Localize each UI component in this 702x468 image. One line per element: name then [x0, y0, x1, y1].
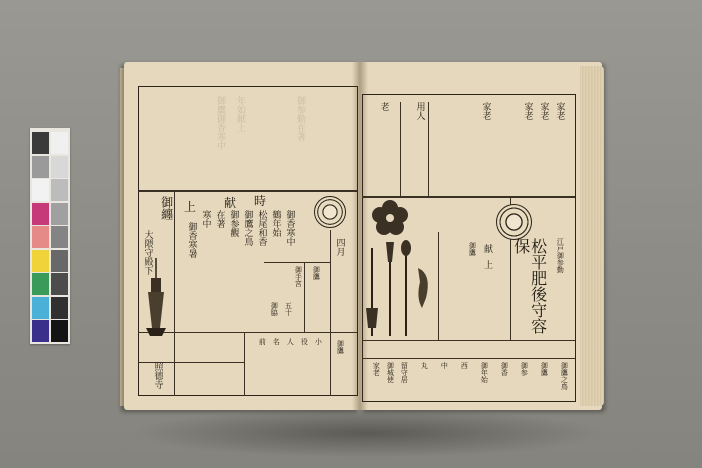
color-swatch — [32, 226, 49, 248]
left-edge-note: 御鷹 — [336, 340, 345, 354]
bottom-note-a: 留守居 — [400, 362, 409, 383]
side-text: 江戸御参勤 — [556, 238, 565, 273]
box-label-4: 御脇 — [270, 302, 279, 316]
left-column-7: 寒中 — [200, 210, 211, 228]
color-swatch — [32, 132, 49, 154]
book-gutter — [352, 62, 368, 410]
box-label-1: 御鷹 — [312, 266, 321, 280]
left-column-4: 御鷹之鳥 — [242, 210, 253, 246]
mid-label-3: 御鷹 — [468, 242, 477, 256]
header-char-1: 時 — [254, 194, 267, 208]
mid-label-2: 上 — [484, 261, 494, 271]
bottom-note-4: 名 — [272, 338, 281, 345]
left-column-1: 御香寒中 — [284, 210, 295, 246]
left-column-8: 御香寒暑 — [186, 222, 197, 258]
bottom-note-3: 人 — [286, 338, 295, 345]
left-family-crest-icon — [314, 196, 346, 228]
color-swatch — [51, 156, 68, 178]
upper-row-5: 用人 — [414, 102, 425, 120]
color-swatch — [32, 250, 49, 272]
color-swatch — [32, 320, 49, 342]
right-page-edges — [580, 66, 604, 406]
upper-row-2: 家老 — [538, 102, 549, 120]
bottom-note-1: 小 — [314, 338, 323, 345]
left-page: 御鷹御香寒中 年始献上 御参勤在著 御纏 大隈守殿下 時 献 上 御香寒中 鶴年始 松尾和香 御鷹之鳥 御参觀 在著 寒中 御香寒暑 四月 御鷹 御手宮 五十 御脇 小 役 人 名 前 照德寺 御鷹 — [124, 62, 360, 410]
color-swatch — [51, 179, 68, 201]
box-label-3: 五十 — [284, 302, 293, 316]
lower-column-7: 中 — [440, 362, 449, 369]
upper-row-4: 家老 — [480, 102, 491, 120]
box-label-2: 御手宮 — [294, 266, 303, 287]
mid-label-1: 献 — [484, 245, 494, 255]
left-column-3: 松尾和香 — [256, 210, 267, 246]
color-calibration-card — [30, 128, 70, 344]
color-swatch — [32, 297, 49, 319]
upper-row-1: 家老 — [554, 102, 565, 120]
color-swatch — [32, 203, 49, 225]
bottom-note-b: 御城使 — [386, 362, 395, 383]
lower-column-6: 西 — [460, 362, 469, 369]
color-swatch — [51, 250, 68, 272]
color-swatch — [51, 226, 68, 248]
lower-column-3: 御参 — [520, 362, 529, 376]
open-book — [124, 62, 602, 414]
color-swatch — [51, 203, 68, 225]
bottom-note-c: 家老 — [372, 362, 381, 376]
lower-column-5: 御年始 — [480, 362, 489, 383]
color-swatch — [51, 132, 68, 154]
left-side-caption: 大隈守殿下 — [142, 230, 153, 275]
lord-title: 松平肥後守容保 — [511, 238, 548, 334]
left-column-6: 在著 — [214, 210, 225, 228]
upper-row-6: 老 — [378, 102, 389, 111]
header-char-3: 上 — [184, 200, 197, 214]
left-footer-text: 照德寺 — [152, 362, 163, 389]
spears-icon — [362, 238, 438, 338]
lower-column-8: 丸 — [420, 362, 429, 369]
color-swatch — [51, 273, 68, 295]
bottom-note-2: 役 — [300, 338, 309, 345]
color-swatch — [51, 320, 68, 342]
left-column-9: 四月 — [334, 238, 345, 256]
lower-column-1: 御鷹之鳥 — [560, 362, 569, 390]
header-char-2: 献 — [224, 196, 237, 210]
flower-crest-icon — [370, 198, 410, 238]
left-title-vertical: 御纏 — [159, 196, 174, 220]
right-family-crest-icon — [496, 204, 532, 240]
color-swatch — [32, 273, 49, 295]
color-swatch — [32, 179, 49, 201]
bottom-note-5: 前 — [258, 338, 267, 345]
ornament-tassel-icon — [142, 258, 170, 338]
book-shadow — [132, 408, 602, 458]
left-column-5: 御参觀 — [228, 210, 239, 237]
color-swatch — [32, 156, 49, 178]
upper-row-3: 家老 — [522, 102, 533, 120]
lower-column-4: 御香 — [500, 362, 509, 376]
right-page — [360, 62, 602, 410]
color-swatch — [51, 297, 68, 319]
left-column-2: 鶴年始 — [270, 210, 281, 237]
lower-column-2: 御鷹 — [540, 362, 549, 376]
